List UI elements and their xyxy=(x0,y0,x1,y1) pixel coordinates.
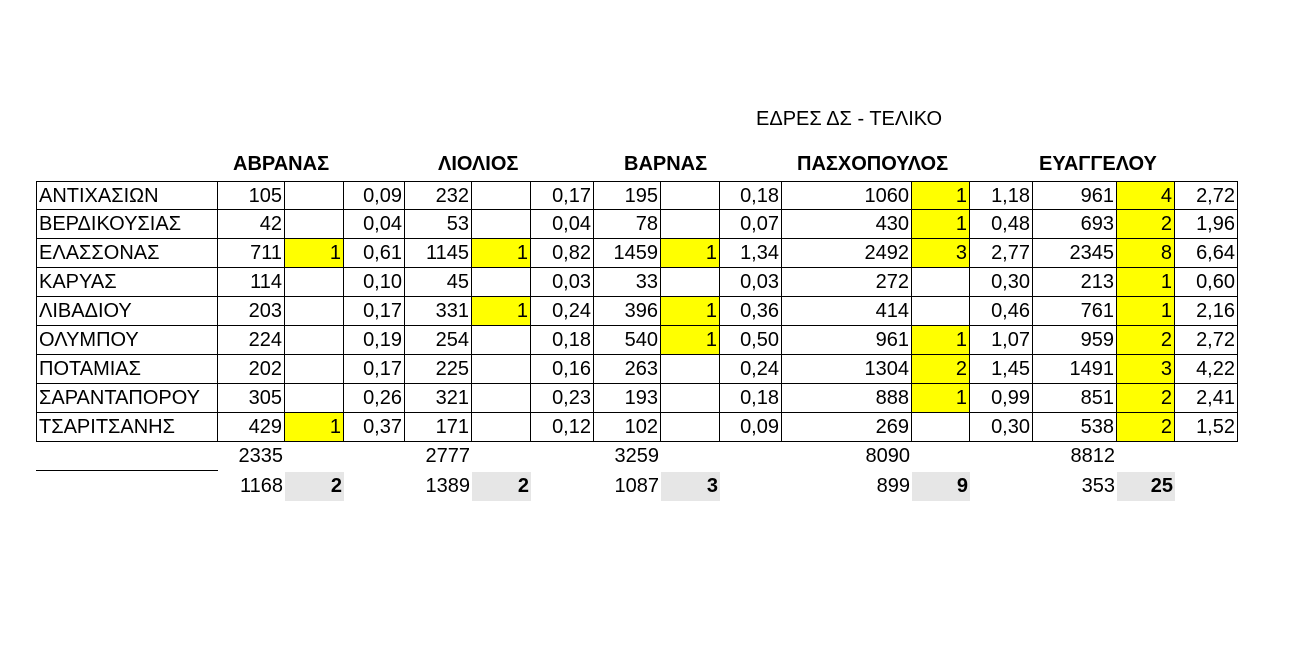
district-name-cell[interactable]: ΚΑΡΥΑΣ xyxy=(36,268,218,297)
seats-cell[interactable]: 1 xyxy=(1117,268,1175,297)
sheet-title: ΕΔΡΕΣ ΔΣ - ΤΕΛΙΚΟ xyxy=(756,108,943,130)
votes-cell[interactable]: 305 xyxy=(218,384,285,413)
votes-cell[interactable]: 1304 xyxy=(782,355,912,384)
votes-cell[interactable]: 961 xyxy=(1033,181,1117,210)
seats-cell[interactable] xyxy=(472,355,531,384)
seat-total-cell[interactable]: 25 xyxy=(1117,472,1175,501)
ratio-cell[interactable]: 0,99 xyxy=(970,384,1033,413)
candidate-header: ΒΑΡΝΑΣ xyxy=(624,153,708,175)
votes-cell[interactable]: 45 xyxy=(405,268,472,297)
votes-cell[interactable]: 33 xyxy=(594,268,661,297)
votes-cell[interactable]: 254 xyxy=(405,326,472,355)
votes-cell[interactable]: 414 xyxy=(782,297,912,326)
votes-cell[interactable]: 961 xyxy=(782,326,912,355)
seats-cell[interactable] xyxy=(912,268,970,297)
votes-cell[interactable]: 1060 xyxy=(782,181,912,210)
seat-total-cell[interactable]: 2 xyxy=(285,472,344,501)
seats-cell[interactable]: 1 xyxy=(912,326,970,355)
votes-cell[interactable]: 2492 xyxy=(782,239,912,268)
seats-cell[interactable]: 1 xyxy=(472,297,531,326)
seats-cell[interactable]: 1 xyxy=(912,384,970,413)
seats-cell[interactable] xyxy=(285,355,344,384)
ratio-cell[interactable]: 0,30 xyxy=(970,268,1033,297)
ratio-cell[interactable]: 0,19 xyxy=(344,326,405,355)
seat-total-cell[interactable]: 2 xyxy=(472,472,531,501)
ratio-cell[interactable]: 0,17 xyxy=(344,297,405,326)
seats-cell[interactable]: 2 xyxy=(1117,210,1175,239)
votes-cell[interactable]: 171 xyxy=(405,413,472,442)
ratio-cell[interactable]: 1,34 xyxy=(720,239,782,268)
seats-cell[interactable] xyxy=(472,384,531,413)
ratio-cell[interactable]: 0,61 xyxy=(344,239,405,268)
votes-cell[interactable]: 269 xyxy=(782,413,912,442)
ratio-cell[interactable]: 0,26 xyxy=(344,384,405,413)
district-name-cell[interactable]: ΒΕΡΔΙΚΟΥΣΙΑΣ xyxy=(36,210,218,239)
ratio-cell[interactable]: 0,24 xyxy=(720,355,782,384)
ratio-cell[interactable]: 1,07 xyxy=(970,326,1033,355)
votes-cell[interactable]: 102 xyxy=(594,413,661,442)
district-name-cell[interactable]: ΠΟΤΑΜΙΑΣ xyxy=(36,355,218,384)
seats-cell[interactable] xyxy=(472,268,531,297)
seats-cell[interactable] xyxy=(661,413,720,442)
ratio-cell[interactable]: 2,16 xyxy=(1175,297,1238,326)
seats-cell[interactable]: 2 xyxy=(1117,413,1175,442)
ratio-cell[interactable]: 2,41 xyxy=(1175,384,1238,413)
ratio-cell[interactable]: 0,03 xyxy=(531,268,594,297)
votes-cell[interactable]: 232 xyxy=(405,181,472,210)
district-name-cell[interactable]: ΤΣΑΡΙΤΣΑΝΗΣ xyxy=(36,413,218,442)
seats-cell[interactable] xyxy=(472,210,531,239)
votes-cell[interactable]: 1145 xyxy=(405,239,472,268)
district-name-cell[interactable]: ΕΛΑΣΣΟΝΑΣ xyxy=(36,239,218,268)
totals-separator xyxy=(36,470,218,471)
seats-cell[interactable] xyxy=(661,210,720,239)
seats-cell[interactable] xyxy=(912,413,970,442)
seats-cell[interactable] xyxy=(661,181,720,210)
ratio-cell[interactable]: 0,17 xyxy=(531,181,594,210)
votes-cell[interactable]: 396 xyxy=(594,297,661,326)
votes-cell[interactable]: 78 xyxy=(594,210,661,239)
votes-cell[interactable]: 693 xyxy=(1033,210,1117,239)
total-votes-cell[interactable]: 2335 xyxy=(238,445,283,467)
ratio-cell[interactable]: 0,10 xyxy=(344,268,405,297)
seats-cell[interactable] xyxy=(285,210,344,239)
seats-cell[interactable] xyxy=(285,326,344,355)
votes-cell[interactable]: 540 xyxy=(594,326,661,355)
votes-cell[interactable]: 1459 xyxy=(594,239,661,268)
total-votes-cell[interactable]: 3259 xyxy=(614,445,659,467)
seats-cell[interactable]: 1 xyxy=(1117,297,1175,326)
votes-cell[interactable]: 321 xyxy=(405,384,472,413)
ratio-cell[interactable]: 4,22 xyxy=(1175,355,1238,384)
ratio-cell[interactable]: 0,18 xyxy=(531,326,594,355)
ratio-cell[interactable]: 1,52 xyxy=(1175,413,1238,442)
seats-cell[interactable] xyxy=(472,413,531,442)
seats-cell[interactable] xyxy=(285,181,344,210)
quotient-cell[interactable]: 1168 xyxy=(239,475,283,497)
seats-cell[interactable]: 3 xyxy=(1117,355,1175,384)
votes-cell[interactable]: 888 xyxy=(782,384,912,413)
votes-cell[interactable]: 202 xyxy=(218,355,285,384)
votes-cell[interactable]: 42 xyxy=(218,210,285,239)
ratio-cell[interactable]: 0,50 xyxy=(720,326,782,355)
seats-cell[interactable]: 1 xyxy=(661,239,720,268)
ratio-cell[interactable]: 2,72 xyxy=(1175,326,1238,355)
seats-cell[interactable]: 3 xyxy=(912,239,970,268)
votes-cell[interactable]: 851 xyxy=(1033,384,1117,413)
ratio-cell[interactable]: 0,07 xyxy=(720,210,782,239)
ratio-cell[interactable]: 0,09 xyxy=(344,181,405,210)
seats-cell[interactable]: 2 xyxy=(912,355,970,384)
ratio-cell[interactable]: 1,96 xyxy=(1175,210,1238,239)
seats-cell[interactable]: 1 xyxy=(661,297,720,326)
seats-cell[interactable] xyxy=(661,355,720,384)
votes-cell[interactable]: 538 xyxy=(1033,413,1117,442)
ratio-cell[interactable]: 1,45 xyxy=(970,355,1033,384)
seats-cell[interactable] xyxy=(472,326,531,355)
district-name-cell[interactable]: ΛΙΒΑΔΙΟΥ xyxy=(36,297,218,326)
seats-cell[interactable]: 1 xyxy=(912,210,970,239)
ratio-cell[interactable]: 0,16 xyxy=(531,355,594,384)
votes-cell[interactable]: 761 xyxy=(1033,297,1117,326)
seats-cell[interactable]: 1 xyxy=(912,181,970,210)
district-name-cell[interactable]: ΟΛΥΜΠΟΥ xyxy=(36,326,218,355)
votes-cell[interactable]: 105 xyxy=(218,181,285,210)
votes-cell[interactable]: 2345 xyxy=(1033,239,1117,268)
quotient-cell[interactable]: 353 xyxy=(1081,475,1115,497)
ratio-cell[interactable]: 0,18 xyxy=(720,181,782,210)
votes-cell[interactable]: 430 xyxy=(782,210,912,239)
ratio-cell[interactable]: 0,30 xyxy=(970,413,1033,442)
ratio-cell[interactable]: 0,24 xyxy=(531,297,594,326)
seats-cell[interactable]: 2 xyxy=(1117,384,1175,413)
seat-total-cell[interactable]: 9 xyxy=(912,472,970,501)
seats-cell[interactable] xyxy=(912,297,970,326)
ratio-cell[interactable]: 0,48 xyxy=(970,210,1033,239)
ratio-cell[interactable]: 0,82 xyxy=(531,239,594,268)
ratio-cell[interactable]: 0,12 xyxy=(531,413,594,442)
ratio-cell[interactable]: 0,23 xyxy=(531,384,594,413)
seats-cell[interactable] xyxy=(285,297,344,326)
ratio-cell[interactable]: 0,46 xyxy=(970,297,1033,326)
district-name-cell[interactable]: ΑΝΤΙΧΑΣΙΩΝ xyxy=(36,181,218,210)
ratio-cell[interactable]: 0,03 xyxy=(720,268,782,297)
seats-cell[interactable]: 8 xyxy=(1117,239,1175,268)
seats-cell[interactable]: 1 xyxy=(661,326,720,355)
seats-cell[interactable]: 2 xyxy=(1117,326,1175,355)
seats-cell[interactable] xyxy=(472,181,531,210)
candidate-header: ΠΑΣΧΟΠΟΥΛΟΣ xyxy=(797,153,949,175)
seats-cell[interactable]: 1 xyxy=(285,239,344,268)
total-votes-cell[interactable]: 2777 xyxy=(425,445,470,467)
seats-cell[interactable]: 4 xyxy=(1117,181,1175,210)
quotient-cell[interactable]: 1389 xyxy=(425,475,470,497)
candidate-header: ΛΙΟΛΙΟΣ xyxy=(438,153,519,175)
votes-cell[interactable]: 429 xyxy=(218,413,285,442)
ratio-cell[interactable]: 0,04 xyxy=(344,210,405,239)
ratio-cell[interactable]: 0,60 xyxy=(1175,268,1238,297)
votes-cell[interactable]: 263 xyxy=(594,355,661,384)
votes-cell[interactable]: 224 xyxy=(218,326,285,355)
seat-total-cell[interactable]: 3 xyxy=(661,472,720,501)
seats-cell[interactable] xyxy=(661,384,720,413)
votes-cell[interactable]: 959 xyxy=(1033,326,1117,355)
ratio-cell[interactable]: 2,77 xyxy=(970,239,1033,268)
votes-cell[interactable]: 225 xyxy=(405,355,472,384)
votes-cell[interactable]: 203 xyxy=(218,297,285,326)
district-name-cell[interactable]: ΣΑΡΑΝΤΑΠΟΡΟΥ xyxy=(36,384,218,413)
votes-cell[interactable]: 213 xyxy=(1033,268,1117,297)
ratio-cell[interactable]: 0,04 xyxy=(531,210,594,239)
votes-cell[interactable]: 195 xyxy=(594,181,661,210)
votes-cell[interactable]: 331 xyxy=(405,297,472,326)
seats-cell[interactable]: 1 xyxy=(285,413,344,442)
seats-cell[interactable]: 1 xyxy=(472,239,531,268)
ratio-cell[interactable]: 0,09 xyxy=(720,413,782,442)
candidate-header: ΕΥΑΓΓΕΛΟΥ xyxy=(1039,153,1157,175)
seats-cell[interactable] xyxy=(285,268,344,297)
candidate-header: ΑΒΡΑΝΑΣ xyxy=(233,153,330,175)
votes-cell[interactable]: 272 xyxy=(782,268,912,297)
votes-cell[interactable]: 193 xyxy=(594,384,661,413)
quotient-cell[interactable]: 1087 xyxy=(614,475,659,497)
ratio-cell[interactable]: 1,18 xyxy=(970,181,1033,210)
ratio-cell[interactable]: 6,64 xyxy=(1175,239,1238,268)
total-votes-cell[interactable]: 8090 xyxy=(865,445,910,467)
votes-cell[interactable]: 711 xyxy=(218,239,285,268)
votes-cell[interactable]: 114 xyxy=(218,268,285,297)
ratio-cell[interactable]: 0,36 xyxy=(720,297,782,326)
ratio-cell[interactable]: 0,17 xyxy=(344,355,405,384)
total-votes-cell[interactable]: 8812 xyxy=(1070,445,1115,467)
quotient-cell[interactable]: 899 xyxy=(876,475,910,497)
ratio-cell[interactable]: 2,72 xyxy=(1175,181,1238,210)
ratio-cell[interactable]: 0,37 xyxy=(344,413,405,442)
seats-cell[interactable] xyxy=(285,384,344,413)
seats-cell[interactable] xyxy=(661,268,720,297)
ratio-cell[interactable]: 0,18 xyxy=(720,384,782,413)
votes-cell[interactable]: 1491 xyxy=(1033,355,1117,384)
votes-cell[interactable]: 53 xyxy=(405,210,472,239)
